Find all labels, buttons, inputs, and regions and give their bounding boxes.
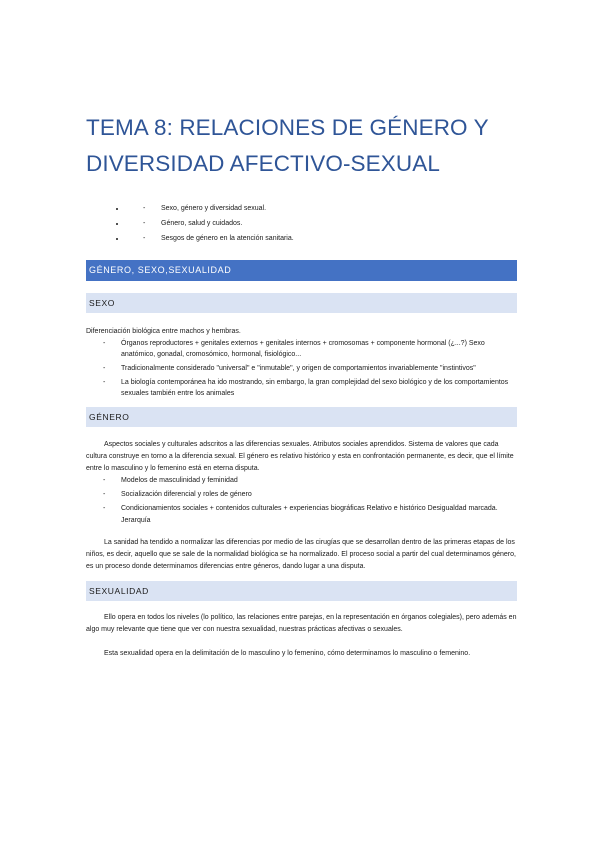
intro-list bbox=[86, 204, 517, 244]
title-line-2: DIVERSIDAD AFECTIVO-SEXUAL bbox=[86, 151, 440, 176]
genero-list bbox=[86, 475, 517, 527]
list-item: - Modelos de masculinidad y feminidad bbox=[86, 475, 517, 487]
list-item: - La biología contemporánea ha ido mostrando, sin embargo, la gran complejidad del sexo biológico y de los comportamientos sexuales también entre los animales bbox=[86, 377, 517, 399]
sexo-list bbox=[86, 338, 517, 399]
genero-paragraph-2: La sanidad ha tendido a normalizar las diferencias por medio de las cirugías que se desarrollan dentro de las primeras etapas de los niños, es decir, aquello que se sale de la normalidad biológica se ha normalizado. El proceso social a partir del cual determinamos género, es un proceso donde determinamos diferencias entre géneros, dando lugar a una disputa. bbox=[86, 539, 516, 570]
sexualidad-paragraph-1: Ello opera en todos los niveles (lo político, las relaciones entre parejas, en la representación en órganos colegiales), pero además en algo muy relevante que tiene que ver con nuestra sexualidad, nuestras prácticas afectivas o sexuales. bbox=[86, 614, 517, 633]
list-item: - Tradicionalmente considerado "universal" e "inmutable", y origen de comportamientos invariablemente "instintivos" bbox=[86, 363, 517, 374]
subsection-heading-sexo: SEXO bbox=[86, 293, 517, 313]
page-title bbox=[86, 0, 517, 182]
title-line-1: TEMA 8: RELACIONES DE GÉNERO Y bbox=[86, 115, 489, 140]
genero-paragraph-1: Aspectos sociales y culturales adscritos a las diferencias sexuales. Atributos sociales aprendidos. Sistema de valores que cada cultura construye en torno a la diferencia sexual. El género es relativo histórico y esta en confrontación permanente, es decir, que el límite entre lo masculino y lo femenino está en eterna disputa. bbox=[86, 441, 514, 472]
list-item: - Órganos reproductores + genitales externos + genitales internos + cromosomas + componente hormonal (¿...?) Sexo anatómico, gonadal, cromosómico, hormonal, fisiológico... bbox=[86, 338, 517, 360]
section-heading-main: GÉNERO, SEXO,SEXUALIDAD bbox=[86, 260, 517, 281]
list-item: - Condicionamientos sociales + contenidos culturales + experiencias biográficas Relativo e histórico Desigualdad marcada. Jerarquía bbox=[86, 503, 517, 527]
list-item: - • Sexo, género y diversidad sexual. bbox=[126, 204, 517, 214]
subsection-heading-sexualidad: SEXUALIDAD bbox=[86, 581, 517, 601]
sexualidad-paragraph-2: Esta sexualidad opera en la delimitación de lo masculino y lo femenino, cómo determinamos lo masculino o femenino. bbox=[104, 650, 471, 657]
subsection-heading-genero: GÉNERO bbox=[86, 407, 517, 427]
list-item: - • Sesgos de género en la atención sanitaria. bbox=[126, 234, 517, 244]
sexo-paragraph: Diferenciación biológica entre machos y hembras. bbox=[86, 328, 241, 335]
list-item: - Socialización diferencial y roles de género bbox=[86, 489, 517, 501]
list-item: - • Género, salud y cuidados. bbox=[126, 219, 517, 229]
